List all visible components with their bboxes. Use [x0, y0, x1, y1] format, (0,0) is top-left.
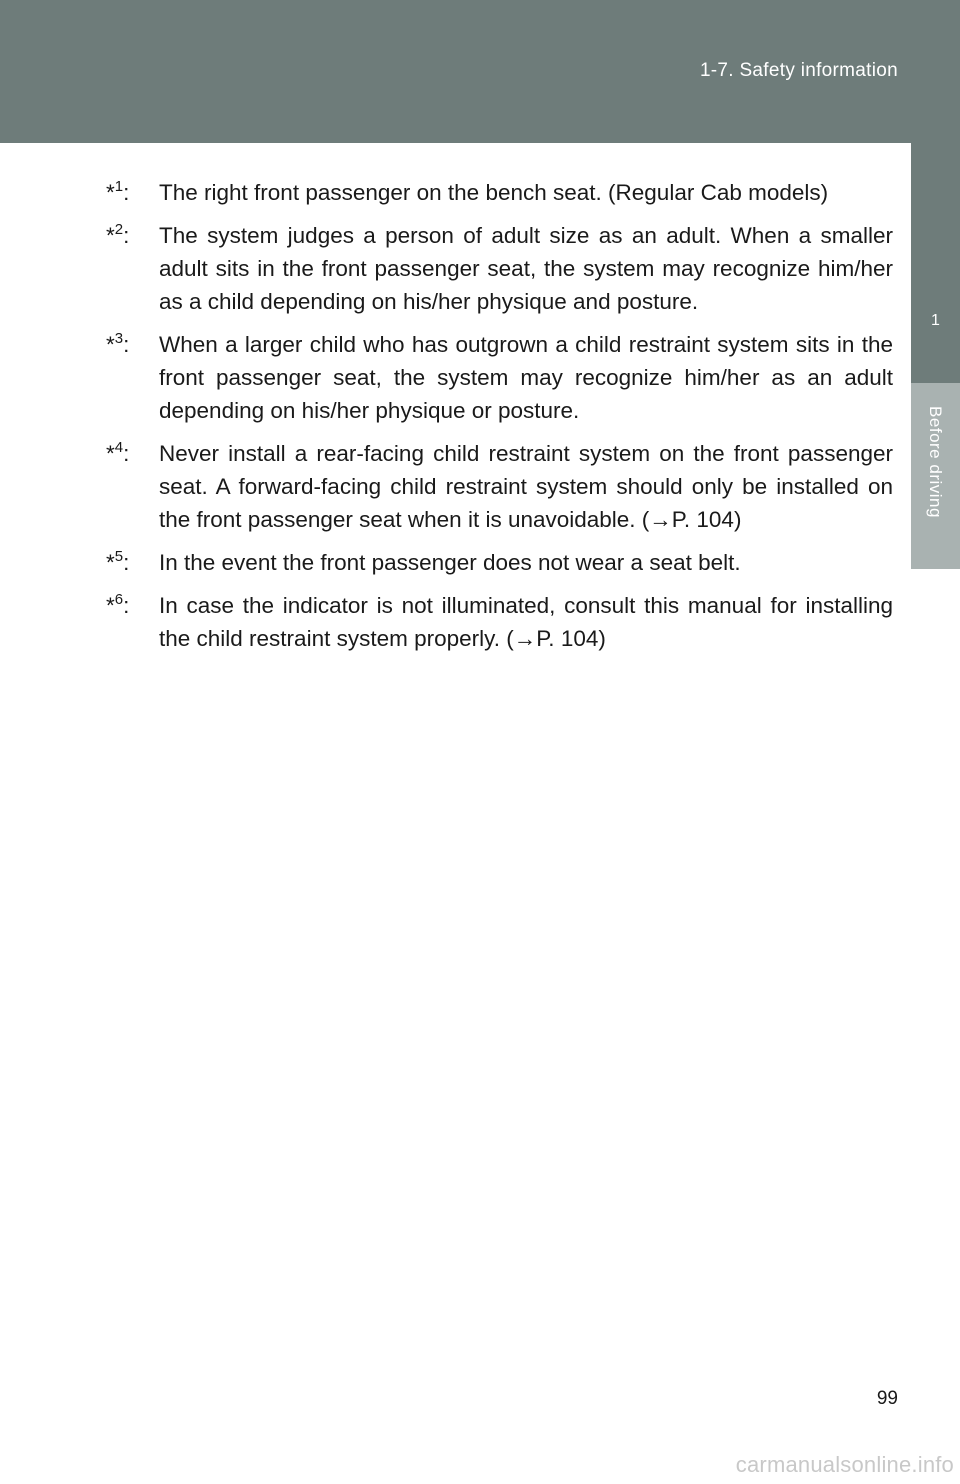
- chapter-name: Before driving: [926, 406, 945, 518]
- footnote-marker: *$^6$:: [106, 591, 130, 618]
- footnote-item: [106, 219, 893, 318]
- footnote-text: When a larger child who has outgrown a child restraint system sits in the front passenger seat, the system may recognize him/her as an adult depending on his/her physique or posture.: [159, 332, 893, 423]
- footnote-marker: *$^5$:: [106, 548, 130, 575]
- footnote-item: [106, 328, 893, 427]
- footnote-item: [106, 589, 893, 655]
- footnote-item: [106, 437, 893, 536]
- footnote-text: Never install a rear-facing child restraint system on the front passenger seat. A forward-facing child restraint system should only be installed on the front passenger seat when it is unavoidable. (→P. 104): [159, 441, 893, 532]
- footnote-item: [106, 546, 893, 579]
- section-title: 1-7. Safety information: [699, 60, 898, 81]
- footnote-text: In case the indicator is not illuminated, consult this manual for installing the child restraint system properly. (→P. 104): [159, 593, 893, 651]
- footnote-text: In the event the front passenger does not wear a seat belt.: [159, 550, 741, 575]
- watermark-link[interactable]: carmanualsonline.info: [735, 1452, 954, 1477]
- footnote-item: [106, 176, 893, 209]
- footnote-marker: *$^1$:: [106, 178, 130, 205]
- page-number: 99: [876, 1388, 898, 1409]
- chapter-number: 1: [931, 312, 940, 329]
- footnote-text: The right front passenger on the bench seat. (Regular Cab models): [159, 180, 829, 205]
- footnote-text: The system judges a person of adult size as an adult. When a smaller adult sits in the front passenger seat, the system may recognize him/her as a child depending on his/her physique and posture.: [159, 223, 893, 314]
- page-header: [0, 0, 960, 143]
- footnote-marker: *$^4$:: [106, 439, 130, 466]
- footnote-marker: *$^2$:: [106, 221, 130, 248]
- footnote-list: [106, 176, 893, 665]
- footnote-marker: *$^3$:: [106, 330, 130, 357]
- chapter-tab: [911, 143, 960, 383]
